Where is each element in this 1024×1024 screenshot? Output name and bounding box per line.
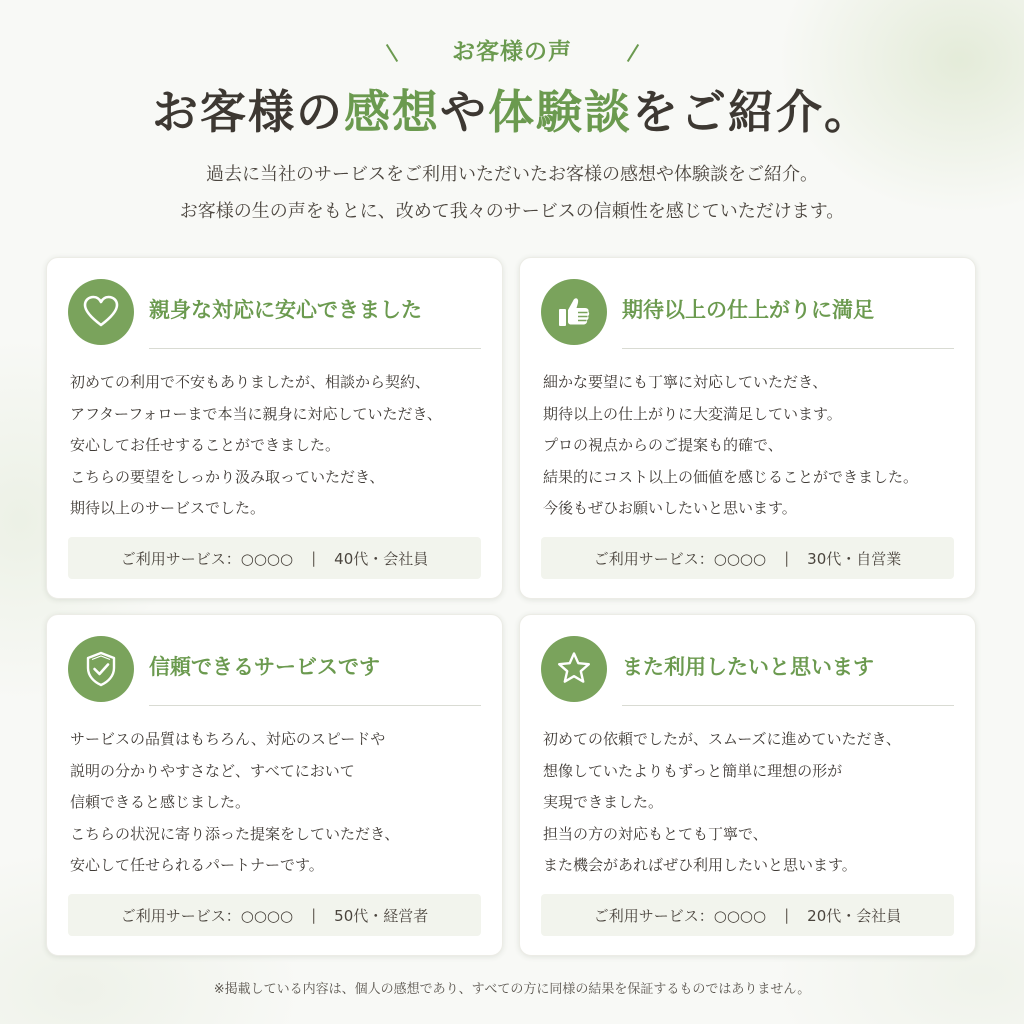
card-body-line: 安心して任せられるパートナーです。 <box>70 856 324 874</box>
customer-profile: 30代・自営業 <box>807 549 902 568</box>
card-body <box>543 367 963 525</box>
page-title <box>0 82 1024 142</box>
card-title: 期待以上の仕上がりに満足 <box>622 298 874 322</box>
card-divider <box>149 705 481 706</box>
card-body-line: 結果的にコスト以上の価値を感じることができました。 <box>543 467 919 486</box>
card-body-line: プロの視点からのご提案も的確で、 <box>543 436 783 454</box>
service-label: ご利用サービス：○○○○ <box>120 906 294 925</box>
title-part-3: をご紹介。 <box>632 85 872 139</box>
eyebrow-row <box>0 34 1024 70</box>
meta-separator: | <box>311 906 317 924</box>
meta-separator: | <box>784 906 790 924</box>
title-part-1: お客様の <box>152 85 344 139</box>
card-body <box>70 367 490 525</box>
star-icon <box>541 636 607 702</box>
customer-profile: 50代・経営者 <box>334 906 429 925</box>
card-body-line: 実現できました。 <box>543 793 664 811</box>
service-label: ご利用サービス：○○○○ <box>120 549 294 568</box>
testimonial-card-4 <box>519 614 976 956</box>
card-body-line: 今後もぜひお願いしたいと思います。 <box>543 499 797 517</box>
testimonial-card-3 <box>46 614 503 956</box>
customer-profile: 40代・会社員 <box>334 549 429 568</box>
lead-line-1: 過去に当社のサービスをご利用いただいたお客様の感想や体験談をご紹介。 <box>206 164 818 185</box>
card-body-line: こちらの要望をしっかり汲み取っていただき、 <box>70 467 385 486</box>
card-body-line: 初めての依頼でしたが、スムーズに進めていただき、 <box>543 730 901 748</box>
disclaimer-footnote: ※掲載している内容は、個人の感想であり、すべての方に同様の結果を保証するものではありません。 <box>213 982 811 997</box>
service-label: ご利用サービス：○○○○ <box>593 549 767 568</box>
meta-separator: | <box>784 549 790 567</box>
title-accent-2: 体験談 <box>488 85 632 139</box>
card-body-line: 説明の分かりやすさなど、すべてにおいて <box>70 761 355 780</box>
card-body-line: 安心してお任せすることができました。 <box>70 436 341 454</box>
card-body-line: 細かな要望にも丁寧に対応していただき、 <box>543 373 828 391</box>
card-divider <box>622 348 954 349</box>
card-divider <box>149 348 481 349</box>
service-label: ご利用サービス：○○○○ <box>593 906 767 925</box>
card-body-line: 初めての利用で不安もありましたが、相談から契約、 <box>70 373 431 391</box>
card-body-line: こちらの状況に寄り添った提案をしていただき、 <box>70 824 400 843</box>
customer-profile: 20代・会社員 <box>807 906 902 925</box>
customer-meta <box>541 537 954 579</box>
heart-icon <box>68 279 134 345</box>
lead-line-2: お客様の生の声をもとに、改めて我々のサービスの信頼性を感じていただけます。 <box>179 201 845 222</box>
shield-check-icon <box>68 636 134 702</box>
customer-meta <box>541 894 954 936</box>
card-body-line: サービスの品質はもちろん、対応のスピードや <box>70 730 386 748</box>
card-body-line: 想像していたよりもずっと簡単に理想の形が <box>543 761 843 780</box>
customer-meta <box>68 537 481 579</box>
card-body-line: 担当の方の対応もとても丁寧で、 <box>543 824 768 843</box>
title-part-2: や <box>440 85 488 139</box>
card-body <box>70 724 490 882</box>
card-title: 信頼できるサービスです <box>149 655 380 679</box>
card-body-line: また機会があればぜひ利用したいと思います。 <box>543 856 857 874</box>
testimonial-card-2 <box>519 257 976 599</box>
eyebrow-label: お客様の声 <box>452 39 572 65</box>
card-title: 親身な対応に安心できました <box>149 298 422 322</box>
card-body <box>543 724 963 882</box>
card-title: また利用したいと思います <box>622 655 874 679</box>
lead-text <box>0 156 1024 230</box>
card-divider <box>622 705 954 706</box>
title-accent-1: 感想 <box>344 85 440 139</box>
testimonial-card-1 <box>46 257 503 599</box>
card-body-line: アフターフォローまで本当に親身に対応していただき、 <box>70 404 442 423</box>
customer-meta <box>68 894 481 936</box>
card-body-line: 期待以上の仕上がりに大変満足しています。 <box>543 404 842 423</box>
meta-separator: | <box>311 549 317 567</box>
card-body-line: 期待以上のサービスでした。 <box>70 499 266 517</box>
thumbs-up-icon <box>541 279 607 345</box>
card-body-line: 信頼できると感じました。 <box>70 793 251 811</box>
